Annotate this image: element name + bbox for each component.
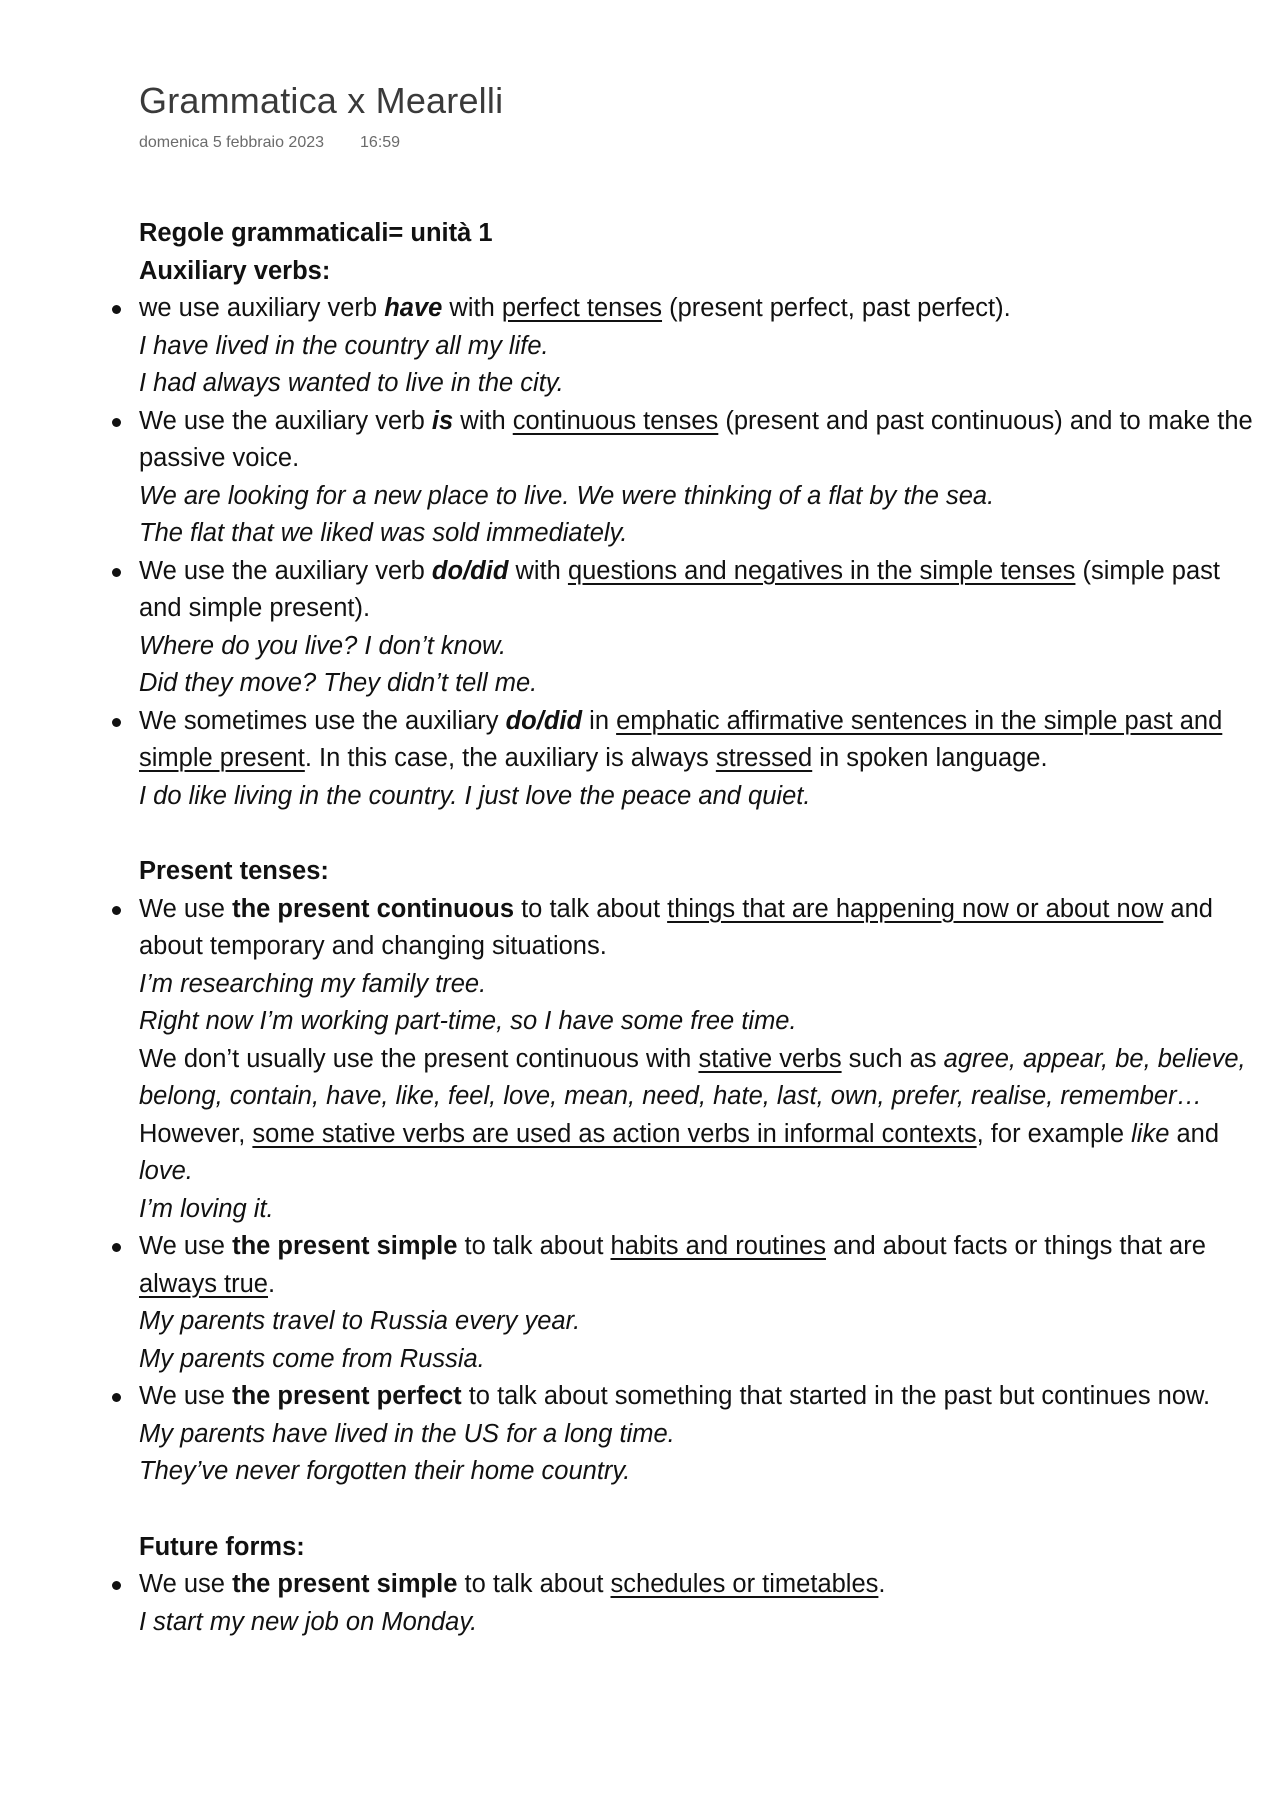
- unit-title: Regole grammaticali= unità 1: [139, 219, 493, 247]
- underlined-text: perfect tenses: [501, 294, 663, 322]
- present-continuous-bullet: [139, 891, 1259, 966]
- keyword: is: [431, 406, 454, 435]
- future-present-simple-bullet: [139, 1566, 1259, 1604]
- text: to talk about: [457, 1570, 611, 1598]
- bold-term: the present continuous: [232, 894, 515, 923]
- aux-bullet-is: [139, 403, 1259, 478]
- underlined-text: always true: [139, 1269, 268, 1298]
- text: to talk about something that started in the past but continues now.: [461, 1382, 1211, 1410]
- italic-word: love.: [139, 1157, 193, 1185]
- page-meta: [139, 134, 400, 152]
- text: .: [878, 1570, 886, 1598]
- text: We use: [139, 1232, 233, 1260]
- text: in: [582, 706, 617, 735]
- aux-bullet-do-emphatic: [139, 703, 1259, 778]
- text: and about temporary and changing situations.: [139, 894, 1213, 960]
- text: However,: [139, 1119, 253, 1148]
- stative-note: [139, 1041, 1259, 1116]
- example: I’m loving it.: [139, 1194, 274, 1223]
- present-perfect-bullet: [139, 1378, 1259, 1416]
- italic-word: like: [1131, 1119, 1170, 1148]
- page-date: domenica 5 febbraio 2023: [139, 134, 325, 151]
- stative-verb-list: agree, appear, be, believe, belong, contain, have, like, feel, love, mean, need, hate, last, own, prefer, realise, remember…: [139, 1044, 1246, 1110]
- text: to talk about: [457, 1232, 611, 1260]
- example: Did they move? They didn’t tell me.: [139, 669, 538, 697]
- keyword: do/did: [505, 706, 583, 735]
- underlined-text: emphatic affirmative sentences in the simple past and simple present: [139, 706, 1223, 772]
- bold-term: the present simple: [232, 1232, 458, 1260]
- example: Where do you live? I don’t know.: [139, 631, 507, 660]
- underlined-text: continuous tenses: [512, 406, 719, 435]
- underlined-text: things that are happening now or about now: [667, 894, 1164, 923]
- text: (present perfect, past perfect).: [662, 294, 1011, 322]
- spacer: [139, 815, 1259, 853]
- text: (simple past and simple present).: [139, 556, 1220, 622]
- stative-exception-note: [139, 1116, 1259, 1191]
- text: to talk about: [514, 894, 668, 923]
- text: with: [453, 406, 513, 435]
- example: I have lived in the country all my life.: [139, 331, 549, 360]
- text: , for example: [976, 1119, 1132, 1148]
- text: We use: [139, 894, 233, 923]
- present-simple-bullet: [139, 1228, 1259, 1303]
- example: My parents travel to Russia every year.: [139, 1307, 581, 1335]
- example: My parents have lived in the US for a long time.: [139, 1419, 675, 1448]
- text: .: [267, 1269, 276, 1298]
- example: I had always wanted to live in the city.: [139, 369, 564, 397]
- text: We use the auxiliary verb: [139, 406, 432, 435]
- example: My parents come from Russia.: [139, 1344, 485, 1373]
- example: I do like living in the country. I just love the peace and quiet.: [139, 781, 811, 810]
- example: Right now I’m working part-time, so I have some free time.: [139, 1007, 797, 1035]
- note-body: [139, 215, 1259, 1641]
- text: . In this case, the auxiliary is always: [304, 744, 716, 772]
- text: We don’t usually use the present continuous with: [139, 1044, 699, 1073]
- underlined-text: habits and routines: [610, 1232, 826, 1260]
- bold-term: the present simple: [232, 1570, 458, 1598]
- auxiliary-heading: Auxiliary verbs:: [139, 256, 331, 285]
- text: with: [442, 294, 502, 322]
- example: I start my new job on Monday.: [139, 1607, 478, 1636]
- page-time: 16:59: [360, 134, 401, 151]
- underlined-text: questions and negatives in the simple tenses: [567, 556, 1076, 585]
- underlined-text: some stative verbs are used as action verbs in informal contexts: [252, 1119, 977, 1148]
- text: we use auxiliary verb: [139, 294, 385, 322]
- text: and: [1169, 1119, 1220, 1148]
- aux-bullet-have: [139, 290, 1259, 328]
- bold-term: the present perfect: [232, 1382, 462, 1410]
- underlined-text: schedules or timetables: [610, 1570, 879, 1598]
- text: (present and past continuous) and to make the passive voice.: [139, 406, 1253, 472]
- example: The flat that we liked was sold immediately.: [139, 519, 628, 547]
- text: We use the auxiliary verb: [139, 556, 432, 585]
- underlined-text: stative verbs: [698, 1044, 842, 1073]
- keyword: have: [384, 294, 443, 322]
- page-title: Grammatica x Mearelli: [139, 80, 504, 121]
- present-heading: Present tenses:: [139, 857, 329, 885]
- example: I’m researching my family tree.: [139, 969, 487, 998]
- example: They’ve never forgotten their home country.: [139, 1457, 631, 1485]
- underlined-text: stressed: [715, 744, 813, 772]
- future-heading: Future forms:: [139, 1532, 305, 1561]
- text: in spoken language.: [812, 744, 1048, 772]
- text: We sometimes use the auxiliary: [139, 706, 506, 735]
- example: We are looking for a new place to live. We were thinking of a flat by the sea.: [139, 481, 995, 510]
- text: We use: [139, 1570, 233, 1598]
- spacer: [139, 1491, 1259, 1529]
- text: We use: [139, 1382, 233, 1410]
- text: such as: [841, 1044, 944, 1073]
- keyword: do/did: [431, 556, 509, 585]
- text: with: [508, 556, 568, 585]
- text: and about facts or things that are: [826, 1232, 1206, 1260]
- aux-bullet-do-questions: [139, 553, 1259, 628]
